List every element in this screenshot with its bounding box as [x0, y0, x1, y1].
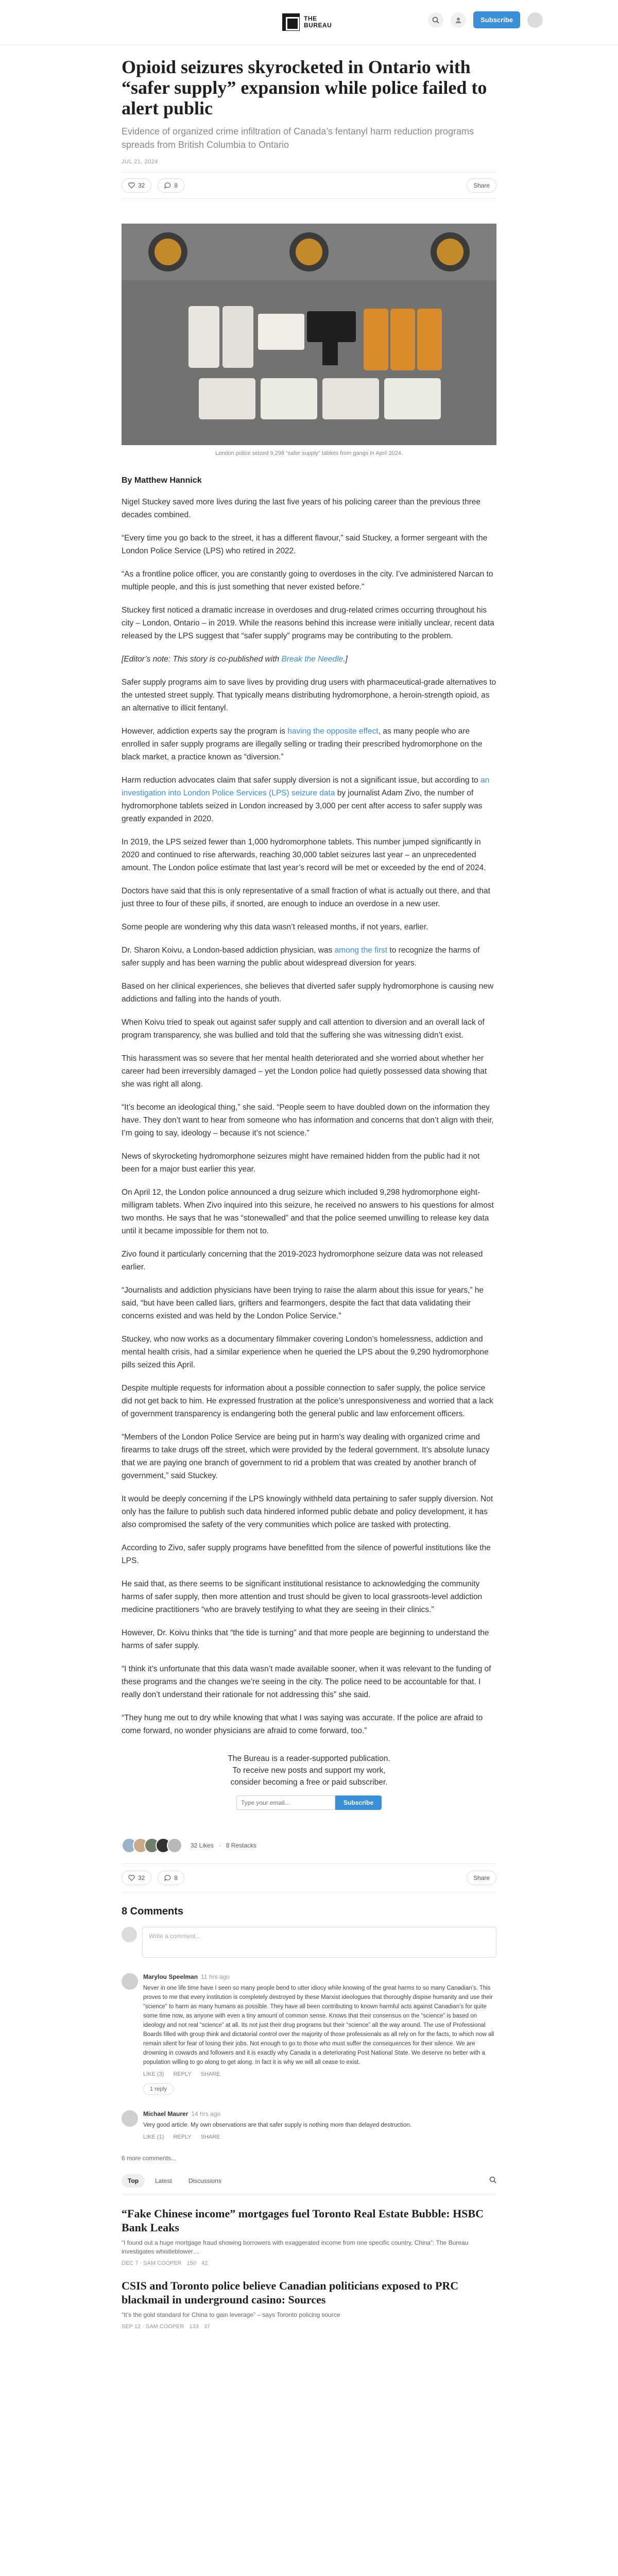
user-avatar [122, 1927, 137, 1942]
byline: By Matthew Hannick [122, 476, 202, 485]
heart-icon [128, 182, 135, 189]
like-count: 32 [138, 1874, 145, 1882]
paragraph: He said that, as there seems to be significant institutional resistance to acknowledging the community harms of safer supply, then more attention and trust should be given to local grassroots-level addiction medicine practitioners “who are bravely testifying to what they are seeing in their clinics.” [122, 1580, 483, 1614]
paragraph: News of skyrocketing hydromorphone seizures might have remained hidden from the public had it not been for a major bust earlier this year. [122, 1152, 480, 1174]
article-body [122, 496, 496, 1737]
post-description: “It’s the gold standard for China to gain leverage” – says Toronto policing source [122, 2311, 340, 2318]
user-avatar[interactable] [527, 12, 543, 28]
subscribe-text-3: consider becoming a free or paid subscriber. [230, 1778, 388, 1787]
post-like-count[interactable]: 133 [189, 2324, 199, 2330]
logo-text [304, 15, 332, 29]
related-post[interactable] [122, 2279, 496, 2330]
comment-actions [143, 2134, 411, 2140]
comment-header [143, 1973, 496, 1980]
restacks-count-text[interactable]: 8 Restacks [226, 1842, 257, 1849]
drug-seizure-photo [122, 224, 496, 445]
subscribe-text-1: The Bureau is a reader-supported publication. [228, 1754, 390, 1763]
comment-count: 8 [174, 1874, 178, 1882]
tab-top[interactable]: Top [122, 2174, 145, 2188]
paragraph: However, Dr. Koivu thinks that “the tide is turning” and that more people are beginning to understand the harms of safer supply. [122, 1629, 489, 1650]
paragraph [122, 725, 496, 764]
post-date-author: SEP 12 · SAM COOPER [122, 2324, 184, 2330]
comment-time: 14 hrs ago [191, 2110, 221, 2117]
post-date-author: DEC 7 · SAM COOPER [122, 2260, 182, 2266]
paragraph: “Members of the London Police Service are being put in harm’s way dealing with organized crime and firearms to take drugs off the street, which were provided by the federal government. It’s absolute lunacy that we are paying one branch of government to rid a problem that was created by another branch of government,” said Stuckey. [122, 1433, 490, 1480]
post-description: “I found out a huge mortgage fraud showing borrowers with exaggerated income from one specific country, China”: The Bureau investigates whistleblower… [122, 2239, 469, 2255]
liker-avatars[interactable] [122, 1838, 178, 1853]
post-comment-count[interactable]: 42 [201, 2260, 208, 2266]
logo-line-2: BUREAU [304, 22, 332, 29]
subscribe-button[interactable]: Subscribe [473, 11, 520, 28]
search-icon[interactable] [489, 2176, 496, 2186]
comment [122, 1973, 496, 2095]
text: However, addiction experts say the program is [122, 727, 288, 736]
comment-share-button[interactable]: SHARE [200, 2071, 220, 2077]
opposite-effect-link[interactable]: having the opposite effect [287, 727, 379, 736]
comment [122, 2110, 496, 2140]
commenter-avatar[interactable] [122, 1973, 138, 1990]
share-button[interactable] [467, 1871, 496, 1885]
paragraph [122, 774, 496, 825]
comment-button[interactable] [158, 178, 184, 193]
paragraph: Stuckey first noticed a dramatic increase in overdoses and drug-related crimes occurring throughout his city – London, Ontario – in 2019. While the reasons behind this increase were initially unclear, recent data released by the LPS suggest that “safer supply” programs may be contributing to the problem. [122, 606, 494, 640]
comment-reply-button[interactable]: REPLY [173, 2134, 192, 2140]
editor-note-text: [Editor’s note: This story is co-published with [122, 655, 282, 664]
paragraph: This harassment was so severe that her mental health deteriorated and she worried about whether her career had been irreversibly damaged – yet the London police had quietly possessed data showing that she was right all along. [122, 1054, 487, 1089]
paragraph: Stuckey, who now works as a documentary filmmaker covering London’s homelessness, addiction and mental health crisis, had a similar experience when he queried the LPS about the 9,290 hydromorphone pills seized this April. [122, 1335, 489, 1369]
comment-body: Never in one life time have I seen so many people bend to utter idiocy while knowing of the great harms to so many Canadian’s. This proves to me that every institution is completely destroyed by these Marxist ideologues that thoroughly dispise humanity and use their “science” to harm as many humans as possible. They have all been contributing to known harmful acts against Canadian’s for quite some time now, as anyone with even a tiny amount of common sense. Knows that their consensus on the “science” is based on ideology and not real “science” at all. Its not just their drug programs but their “science” all the way around. The use of Professional Boards filled with group think and dictatorial control over the majority of those professionals as all rely on for the facts, to which now all remain silent for fear of losing their jobs. Not enough to go to those who must suffer the consequences for their silence. We are drowning in cowards and followers and it is exactly why Canada is a deteriorating Post National State. We deserve no better with a population willing to go along to get along. In fact it is why we will all cease to exist. [143, 1985, 494, 2065]
post-actions-bottom [122, 1863, 496, 1892]
subscribe-form [122, 1795, 496, 1810]
logo-line-1: THE [304, 15, 317, 22]
comment-icon [164, 1875, 171, 1881]
share-label: Share [473, 1874, 490, 1882]
paragraph: “It’s become an ideological thing,” she said. “People seem to have doubled down on the information they have. They don’t want to hear from someone who has information and concerns that don’t align with their, I’m going to say, ideology – because it’s not science.” [122, 1103, 494, 1138]
avatar [167, 1838, 182, 1853]
comment-time: 11 hrs ago [201, 1973, 230, 1980]
comment-count: 8 [174, 182, 178, 189]
paragraph: Safer supply programs aim to save lives by providing drug users with pharmaceutical-grade alternatives to the untested street supply. That typically means distributing hydromorphone, a heroin-strength opioid, as an alternative to illicit fentanyl. [122, 678, 496, 713]
article-subtitle: Evidence of organized crime infiltration of Canada’s fentanyl harm reduction programs spreads from British Columbia to Ontario [122, 126, 474, 150]
post-meta [122, 2324, 496, 2330]
comment-share-button[interactable]: SHARE [200, 2134, 220, 2140]
investigation-link[interactable]: an investigation into London Police Services (LPS) seizure data [122, 776, 490, 798]
paragraph: “They hung me out to dry while knowing that what I was saying was accurate. If the police are afraid to come forward, no wonder physicians are afraid to come forward, too.” [122, 1714, 483, 1735]
article [122, 57, 496, 2330]
post-comment-count[interactable]: 37 [203, 2324, 211, 2330]
paragraph: According to Zivo, safer supply programs have benefitted from the silence of powerful institutions like the LPS. [122, 1544, 491, 1565]
subscribe-text-2: To receive new posts and support my work, [232, 1766, 386, 1775]
paragraph: “I think it’s unfortunate that this data wasn’t made available sooner, when it was relevant to the funding of these programs and the changes we’re seeing in the city. The police need to be accountable for that. I really don’t understand their rationale for not addressing this” she said. [122, 1665, 491, 1699]
share-label: Share [473, 182, 490, 189]
header-actions [428, 11, 543, 28]
text: , as many people who are enrolled in safer supply programs are illegally selling or trading their prescribed hydromorphone on the black market, a practice known as “diversion.” [122, 727, 483, 761]
paragraph: Doctors have said that this is only representative of a small fraction of what is actually out there, and that just three to four of these pills, if snorted, are enough to induce an overdose in a new user. [122, 887, 490, 908]
paragraph: “As a frontline police officer, you are constantly going to overdoses in the city. I’ve administered Narcan to multiple people, and this is just something that never existed before.” [122, 570, 493, 591]
show-replies-button[interactable]: 1 reply [143, 2083, 174, 2095]
post-like-count[interactable]: 150 [186, 2260, 197, 2266]
comment-input[interactable]: Write a comment... [142, 1927, 496, 1958]
comment-like-button[interactable]: LIKE (1) [143, 2134, 164, 2140]
comment-actions [143, 2071, 496, 2077]
commenter-name[interactable]: Marylou Speelman [143, 1973, 198, 1980]
comment-header [143, 2110, 411, 2117]
more-comments-link[interactable]: 6 more comments... [122, 2155, 177, 2162]
related-post[interactable] [122, 2207, 496, 2266]
editor-note [122, 653, 496, 666]
subscribe-submit-button[interactable]: Subscribe [335, 1795, 382, 1810]
like-count: 32 [138, 182, 145, 189]
comment-reply-button[interactable]: REPLY [173, 2071, 192, 2077]
dot-separator: · [218, 1842, 221, 1849]
text: to recognize the harms of safer supply and has been warning the public about widespread diversion for years. [122, 946, 480, 968]
hero-caption: London police seized 9,298 “safer supply” tablets from gangs in April 2024. [215, 450, 403, 456]
paragraph: When Koivu tried to speak out against safer supply and call attention to diversion and an overall lack of program transparency, she was bullied and told that the suffering she was witnessing didn’t exist. [122, 1018, 485, 1040]
site-logo[interactable] [282, 13, 332, 31]
comments-heading: 8 Comments [122, 1906, 184, 1917]
text: Harm reduction advocates claim that safer supply diversion is not a significant issue, but according to [122, 776, 480, 785]
commenter-name[interactable]: Michael Maurer [143, 2110, 188, 2117]
text: by journalist Adam Zivo, the number of hydromorphone tablets seized in London increased by 3,000 per cent after access to safer supply was greatly expanded in 2020. [122, 789, 483, 823]
search-icon[interactable] [428, 12, 443, 28]
paragraph: In 2019, the LPS seized fewer than 1,000 hydromorphone tablets. This number jumped significantly in 2020 and continued to rise afterwards, reaching 30,000 tablet seizures last year – an unprecedented amount. The London police estimate that last year’s record will be met or exceeded by the end of 2024. [122, 838, 486, 872]
tab-discussions[interactable]: Discussions [188, 2177, 221, 2184]
account-icon[interactable] [451, 12, 466, 28]
paragraph: “Every time you go back to the street, it has a different flavour,” said Stuckey, a former sergeant with the London Police Service (LPS) who retired in 2022. [122, 534, 488, 555]
email-input[interactable] [236, 1795, 335, 1810]
paragraph: Zivo found it particularly concerning that the 2019-2023 hydromorphone seizure data was not released earlier. [122, 1250, 483, 1272]
post-actions-top [122, 172, 496, 199]
comment-like-button[interactable]: LIKE (3) [143, 2071, 164, 2077]
paragraph: Some people are wondering why this data wasn’t released months, if not years, earlier. [122, 923, 428, 931]
site-header [0, 0, 618, 45]
comment-button[interactable] [158, 1871, 184, 1885]
share-button[interactable] [467, 178, 496, 193]
comment-icon [164, 182, 171, 189]
paragraph: “Journalists and addiction physicians have been trying to raise the alarm about this issue for years,” he said, “but have been called liars, grifters and fearmongers, despite the fact that data validating their concerns existed and was held by the London Police Service.” [122, 1286, 484, 1320]
like-button[interactable] [122, 178, 151, 193]
heart-icon [128, 1875, 135, 1881]
post-tabs [122, 2174, 496, 2194]
post-meta [122, 2260, 496, 2266]
commenter-avatar[interactable] [122, 2110, 138, 2127]
paragraph [122, 944, 496, 970]
likes-count-text[interactable]: 32 Likes [191, 1842, 214, 1849]
tab-latest[interactable]: Latest [155, 2177, 172, 2184]
paragraph: On April 12, the London police announced a drug seizure which included 9,298 hydromorphone eight-milligram tablets. When Zivo inquired into this seizure, he received no answers to his questions for almost two months. He says that he was “stonewalled” and that the police seemed unwilling to release key data until it became impossible for them not to. [122, 1188, 494, 1235]
comment-composer [122, 1927, 496, 1958]
paragraph: It would be deeply concerning if the LPS knowingly withheld data pertaining to safer supply diversion. Not only has the failure to publish such data hindered informed public debate and policy development, it has also compromised the safety of the very communities which police are tasked with protecting. [122, 1495, 493, 1529]
logo-mark-icon [282, 13, 300, 31]
editor-note-end: .] [343, 655, 348, 664]
hero-image [122, 224, 496, 445]
paragraph: Nigel Stuckey saved more lives during the last five years of his policing career than the previous three decades combined. [122, 498, 480, 519]
article-title: Opioid seizures skyrocketed in Ontario with “safer supply” expansion while police failed to alert public [122, 57, 487, 118]
likes-row [122, 1838, 496, 1853]
like-button[interactable] [122, 1871, 151, 1885]
comment-body: Very good article. My own observations are that safer supply is nothing more than delayed destruction. [143, 2122, 411, 2128]
paragraph: Based on her clinical experiences, she believes that diverted safer supply hydromorphone is causing new addictions and falling into the hands of youth. [122, 982, 494, 1004]
post-title[interactable]: “Fake Chinese income” mortgages fuel Toronto Real Estate Bubble: HSBC Bank Leaks [122, 2207, 484, 2234]
break-the-needle-link[interactable]: Break the Needle [281, 655, 344, 664]
article-date: JUL 21, 2024 [122, 159, 159, 165]
text: Dr. Sharon Koivu, a London-based addiction physician, was [122, 946, 335, 955]
paragraph: Despite multiple requests for information about a possible connection to safer supply, the police service did not get back to him. He expressed frustration at the police’s unresponsiveness and worried that a lack of government transparency is endangering both the general public and law enforcement officers. [122, 1384, 493, 1418]
subscribe-widget [122, 1753, 496, 1810]
post-title[interactable]: CSIS and Toronto police believe Canadian politicians exposed to PRC blackmail in underground casino: Sources [122, 2279, 459, 2306]
among-the-first-link[interactable]: among the first [334, 946, 388, 955]
